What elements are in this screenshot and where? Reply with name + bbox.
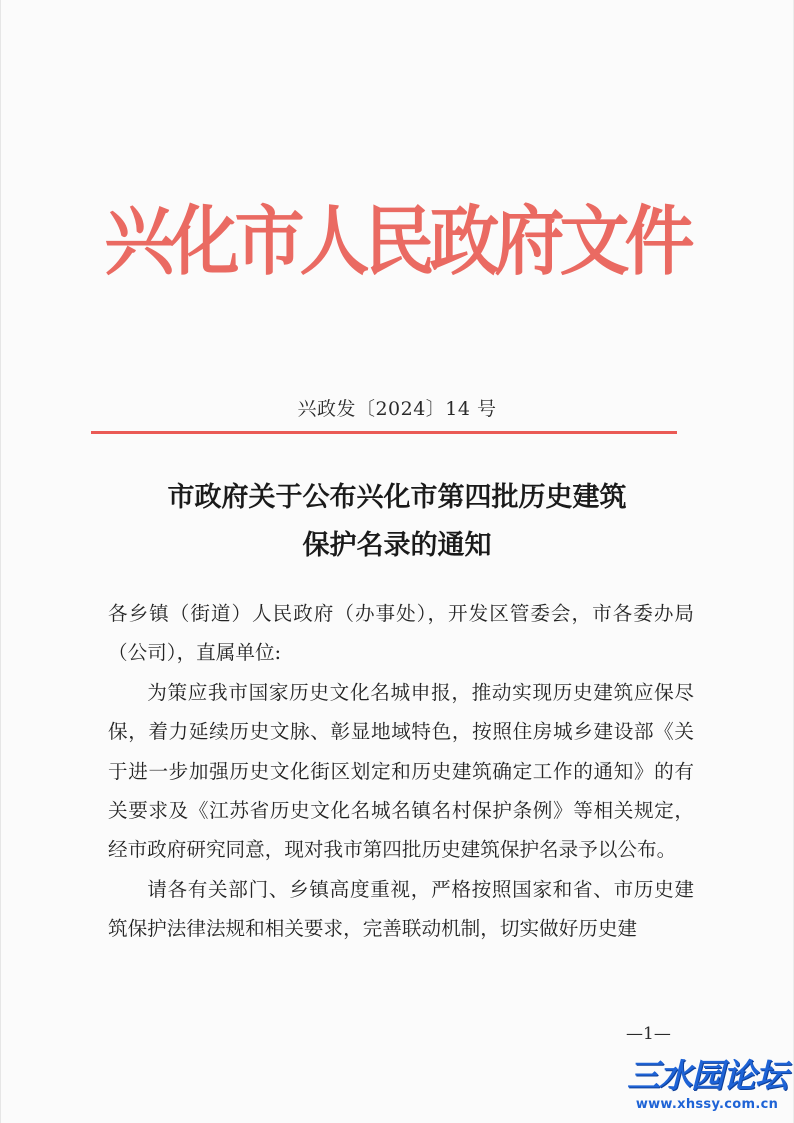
notice-title-line-1: 市政府关于公布兴化市第四批历史建筑 (167, 482, 627, 513)
site-watermark (624, 1056, 790, 1114)
watermark-url: www.xhssy.com.cn (635, 1097, 779, 1112)
document-number: 兴政发〔2024〕14 号 (297, 398, 497, 420)
body-paragraph-2: 请各有关部门、乡镇高度重视，严格按照国家和省、市历史建筑保护法律法规和相关要求，完善联动机制，切实做好历史建 (108, 877, 694, 941)
issuer-title: 兴化市人民政府文件 (104, 197, 690, 286)
page-number: —1— (626, 1024, 671, 1044)
body-paragraph-1: 为策应我市国家历史文化名城申报，推动实现历史建筑应保尽保，着力延续历史文脉、彰显地域特色，按照住房城乡建设部《关于进一步加强历史文化街区划定和历史建筑确定工作的通知》的有关要求及《江苏省历史文化名城名镇名村保护条例》等相关规定，经市政府研究同意，现对我市第四批历史建筑保护名录予以公布。 (108, 680, 694, 862)
notice-title (0, 474, 794, 570)
notice-body (108, 594, 694, 949)
addressee-paragraph: 各乡镇（街道）人民政府（办事处），开发区管委会，市各委办局（公司），直属单位: (108, 602, 694, 665)
notice-title-line-2: 保护名录的通知 (302, 530, 492, 561)
red-divider-line (91, 431, 677, 434)
watermark-logo-text: 三水园论坛 (627, 1056, 787, 1095)
